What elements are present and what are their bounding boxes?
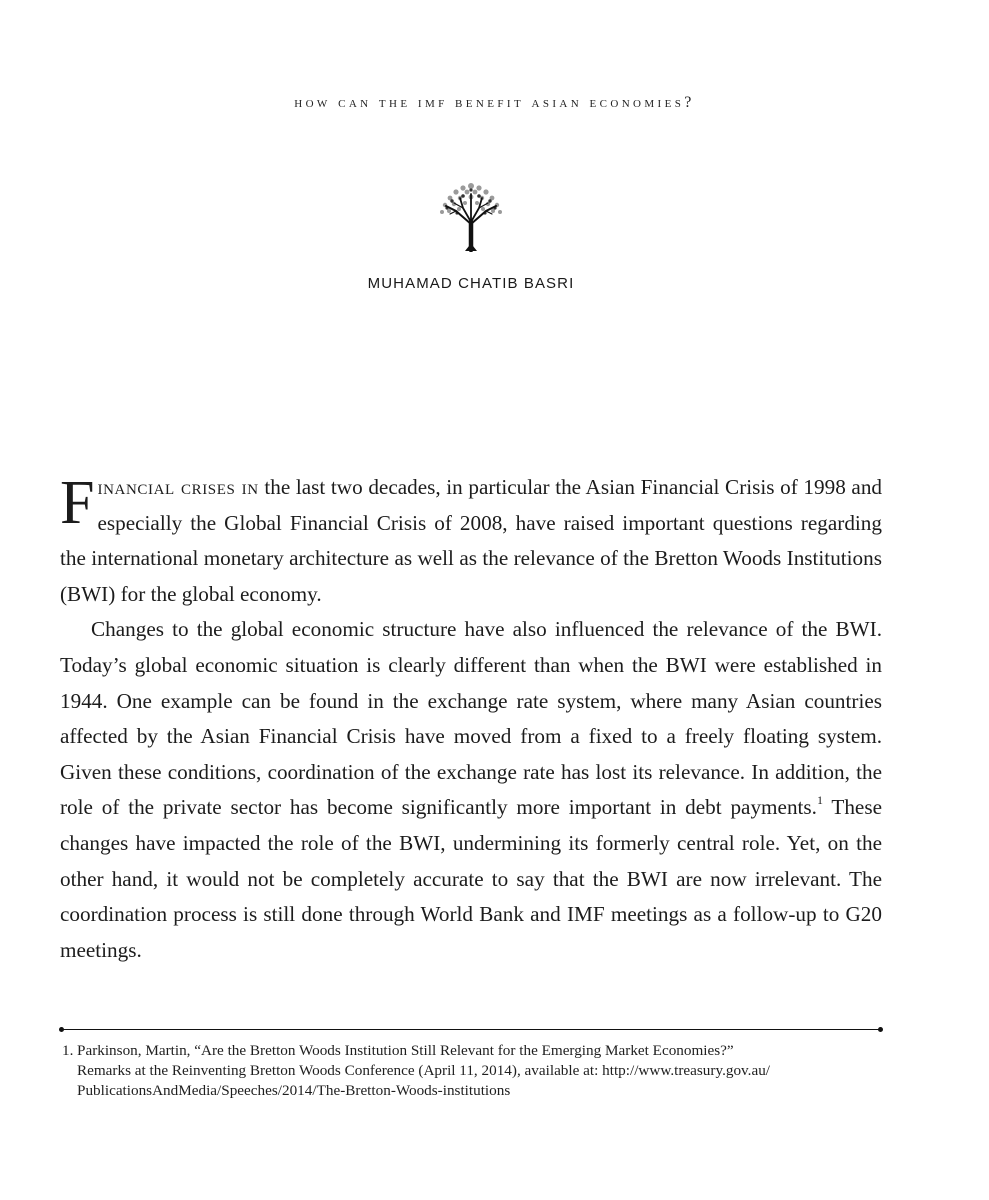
- tree-icon: [432, 178, 510, 252]
- drop-cap: F: [60, 469, 95, 537]
- paragraph-2-text-a: Changes to the global economic structure have also influenced the relevance of the BWI. Today’s global economic situation is clearly different than when the BWI were established in 1944. One example can be found in the exchange rate system, where many Asian countries affected by the Asian Financial Crisis have moved from a fixed to a freely floating system. Given these conditions, coordination of the exchange rate has lost its relevance. In addition, the role of the private sector has become significantly more important in debt payments.: [60, 617, 882, 820]
- footnote-line-2: Remarks at the Reinventing Bretton Woods Conference (April 11, 2014), available at: http://www.treasury.gov.au/: [77, 1062, 771, 1079]
- author-name: MUHAMAD CHATIB BASRI: [367, 275, 575, 292]
- paragraph-2: [60, 612, 882, 968]
- paragraph-1-text: the last two decades, in particular the Asian Financial Crisis of 1998 and especially the Global Financial Crisis of 2008, have raised important questions regarding the international monetary architecture as well as the relevance of the Bretton Woods Institutions (BWI) for the global economy.: [60, 475, 883, 606]
- lead-small-caps: inancial crises in: [97, 475, 259, 499]
- paragraph-2-text-b: These changes have impacted the role of the BWI, undermining its formerly central role. Yet, on the other hand, it would not be completely accurate to say that the BWI are now irrelevant. The coordination process is still done through World Bank and IMF meetings as a follow-up to G20 meetings.: [60, 795, 882, 962]
- footnote: [62, 1041, 882, 1101]
- footnote-reference[interactable]: 1: [816, 793, 823, 808]
- running-head: how can the imf benefit asian economies?: [294, 94, 695, 111]
- footnote-number: 1.: [62, 1042, 74, 1059]
- footnote-line-3: PublicationsAndMedia/Speeches/2014/The-Bretton-Woods-institutions: [77, 1082, 511, 1099]
- footnote-divider: [62, 1029, 880, 1030]
- paragraph-1: [60, 470, 882, 612]
- footnote-line-1: Parkinson, Martin, “Are the Bretton Woods Institution Still Relevant for the Emerging Market Economies?”: [77, 1042, 734, 1059]
- article-body: [60, 470, 882, 968]
